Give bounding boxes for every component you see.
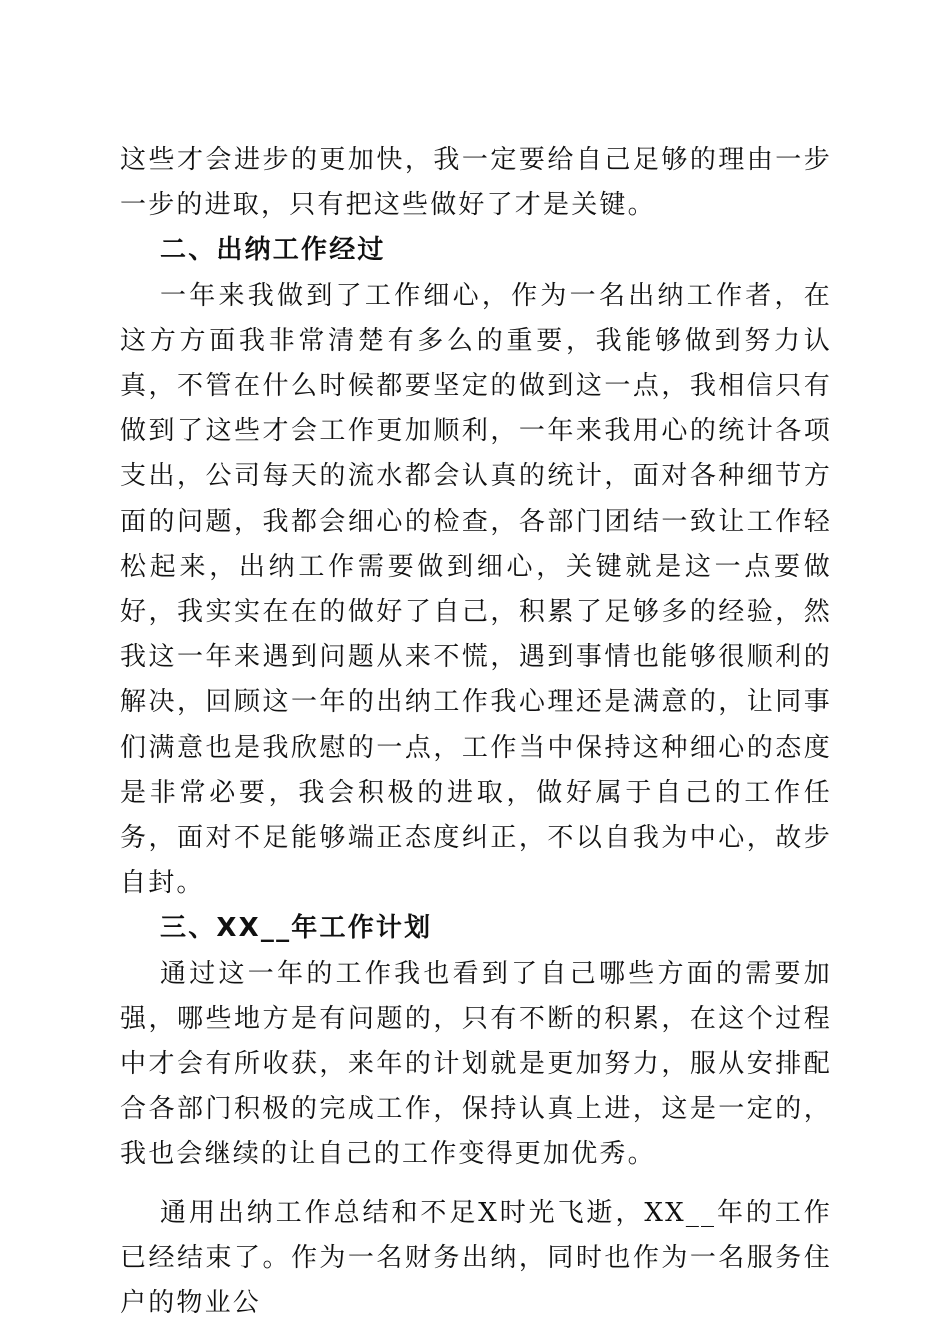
paragraph-continuation: 这些才会进步的更加快，我一定要给自己足够的理由一步一步的进取，只有把这些做好了才是关键。: [120, 145, 832, 221]
section-heading-cashier-work: 二、出纳工作经过: [160, 235, 386, 266]
paragraph-general-summary: 通用出纳工作总结和不足X时光飞逝，XX__年的工作已经结束了。作为一名财务出纳，同时也作为一名服务住户的物业公: [120, 1197, 832, 1319]
section-heading-work-plan: 三、XX__年工作计划: [160, 913, 433, 944]
paragraph-cashier-work: 一年来我做到了工作细心，作为一名出纳工作者，在这方方面我非常清楚有多么的重要，我能够做到努力认真，不管在什么时候都要坚定的做到这一点，我相信只有做到了这些才会工作更加顺利，一年来我用心的统计各项支出，公司每天的流水都会认真的统计，面对各种细节方面的问题，我都会细心的检查，各部门团结一致让工作轻松起来，出纳工作需要做到细心，关键就是这一点要做好，我实实在在的做好了自己，积累了足够多的经验，然我这一年来遇到问题从来不慌，遇到事情也能够很顺利的解决，回顾这一年的出纳工作我心理还是满意的，让同事们满意也是我欣慰的一点，工作当中保持这种细心的态度是非常必要，我会积极的进取，做好属于自己的工作任务，面对不足能够端正态度纠正，不以自我为中心，故步自封。: [120, 280, 832, 899]
paragraph-work-plan: 通过这一年的工作我也看到了自己哪些方面的需要加强，哪些地方是有问题的，只有不断的积累，在这个过程中才会有所收获，来年的计划就是更加努力，服从安排配合各部门积极的完成工作，保持认真上进，这是一定的，我也会继续的让自己的工作变得更加优秀。: [120, 958, 832, 1170]
document-body: [120, 138, 832, 1326]
